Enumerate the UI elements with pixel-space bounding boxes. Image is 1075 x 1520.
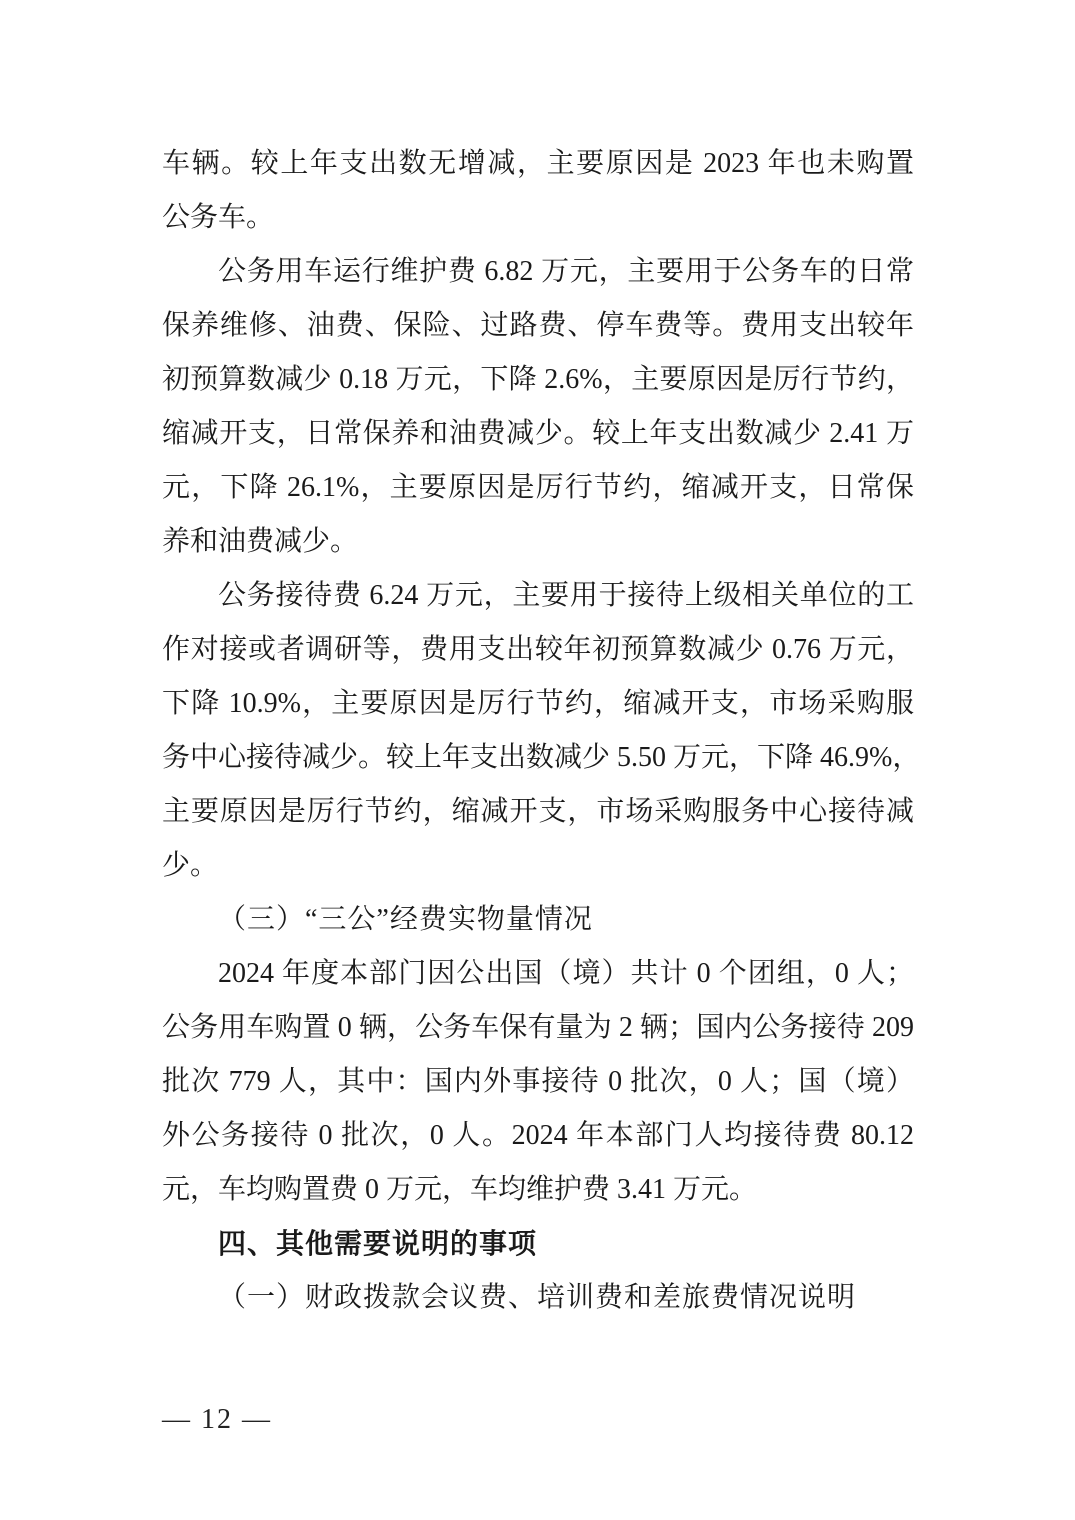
section-heading: 四、其他需要说明的事项	[218, 1228, 538, 1259]
text-line: 务中心接待减少。较上年支出数减少 5.50 万元，下降 46.9%，	[162, 742, 921, 773]
page-number: — 12 —	[162, 1404, 272, 1435]
text-line: 下降 10.9%，主要原因是厉行节约，缩减开支，市场采购服	[162, 688, 914, 719]
text-line: 公务接待费 6.24 万元，主要用于接待上级相关单位的工	[218, 580, 914, 611]
text-line: 少。	[162, 850, 219, 881]
text-line: 保养维修、油费、保险、过路费、停车费等。费用支出较年	[162, 310, 914, 341]
document-text-block	[162, 137, 921, 1325]
text-line: 元，车均购置费 0 万元，车均维护费 3.41 万元。	[162, 1174, 758, 1205]
text-line: 公务用车购置 0 辆，公务车保有量为 2 辆；国内公务接待 209	[162, 1012, 914, 1043]
text-line: 缩减开支，日常保养和油费减少。较上年支出数减少 2.41 万	[162, 418, 914, 449]
text-line: 外公务接待 0 批次，0 人。2024 年本部门人均接待费 80.12	[162, 1120, 914, 1151]
text-line: 养和油费减少。	[162, 526, 359, 557]
text-line: 批次 779 人，其中：国内外事接待 0 批次，0 人；国（境）	[162, 1066, 914, 1097]
text-line: 作对接或者调研等，费用支出较年初预算数减少 0.76 万元，	[162, 634, 914, 665]
text-line: 2024 年度本部门因公出国（境）共计 0 个团组，0 人；	[218, 958, 914, 989]
text-line: 主要原因是厉行节约，缩减开支，市场采购服务中心接待减	[162, 796, 914, 827]
section-subheading: （一）财政拨款会议费、培训费和差旅费情况说明	[218, 1282, 857, 1313]
text-line: 车辆。较上年支出数无增减，主要原因是 2023 年也未购置	[162, 148, 914, 179]
text-line: 公务车。	[162, 202, 275, 233]
text-line: 初预算数减少 0.18 万元，下降 2.6%，主要原因是厉行节约，	[162, 364, 914, 395]
text-line: 元，下降 26.1%，主要原因是厉行节约，缩减开支，日常保	[162, 472, 914, 503]
section-subheading: （三）“三公”经费实物量情况	[218, 904, 593, 935]
text-line: 公务用车运行维护费 6.82 万元，主要用于公务车的日常	[218, 256, 914, 287]
